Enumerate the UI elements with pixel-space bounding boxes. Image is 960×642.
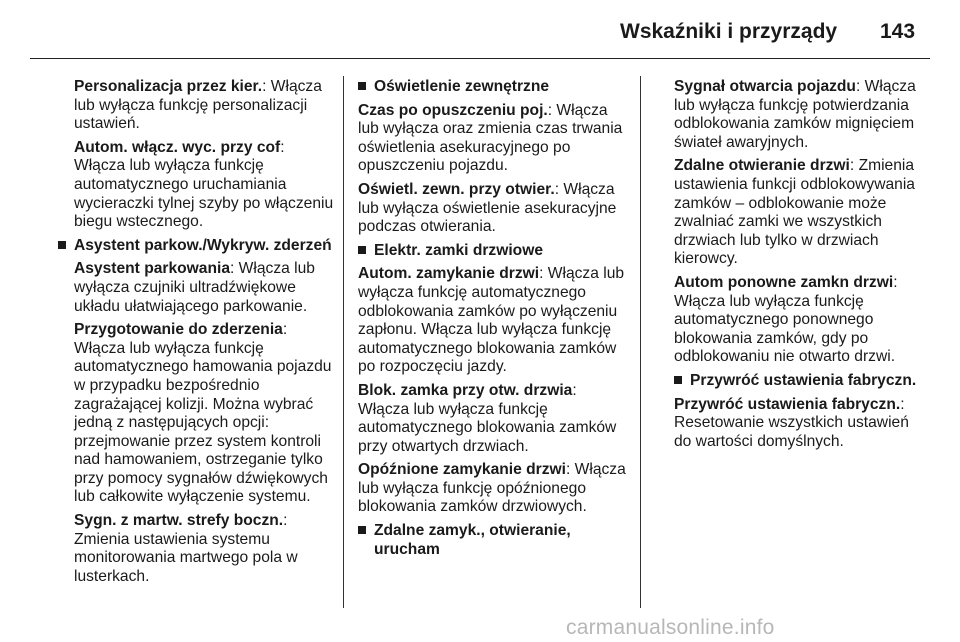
watermark-text[interactable]: carmanualsonline.info	[566, 616, 775, 639]
column-2	[358, 78, 630, 564]
setting-term: Sygn. z martw. strefy boczn.	[74, 512, 284, 530]
setting-term: Oświetl. zewn. przy otwier.	[358, 180, 555, 198]
setting-entry: Sygn. z martw. strefy boczn.: Zmienia ustawienia systemu monitorowania martwego pola w lusterkach.	[74, 512, 298, 585]
header-rule	[30, 58, 930, 59]
setting-description: Włącza lub wyłącza funkcję automatycznego ponownego blokowania zamków, gdy po odblokowaniu nie otwarto drzwi.	[674, 292, 896, 366]
setting-description: Włącza lub wyłącza funkcję automatycznego uruchamiania wycieraczki tylnej szyby po włączeniu biegu wstecznego.	[74, 157, 334, 231]
setting-term: Autom. zamykanie drzwi	[358, 265, 540, 283]
setting-term: Autom. włącz. wyc. przy cof	[74, 138, 281, 156]
section-bullet: Oświetlenie zewnętrzne	[358, 78, 630, 97]
setting-entry: Autom. zamykanie drzwi: Włącza lub wyłącza funkcję automatycznego odblokowania zamków po wyłączeniu zapłonu. Włącza lub wyłącza funkcję automatycznego blokowania zamków po rozpoczęciu jazdy.	[358, 265, 625, 376]
setting-entry: Sygnał otwarcia pojazdu: Włącza lub wyłącza funkcję potwierdzania odblokowania zamków mignięciem świateł awaryjnych.	[674, 78, 916, 151]
column-divider	[640, 76, 641, 608]
setting-description: Włącza lub wyłącza oświetlenie asekuracyjne podczas otwierania.	[358, 180, 617, 236]
section-bullet: Asystent parkow./Wykryw. zderzeń	[58, 237, 336, 256]
setting-entry: Zdalne otwieranie drzwi: Zmienia ustawienia funkcji odblokowywania zamków – odblokowanie może zwalniać zamki we wszystkich drzwiach lub tylko w drzwiach kierowcy.	[674, 157, 915, 268]
setting-entry: Blok. zamka przy otw. drzwia: Włącza lub wyłącza funkcję automatycznego blokowania zamków przy otwartych drzwiach.	[358, 381, 617, 455]
column-divider	[343, 76, 344, 608]
setting-term: Zdalne otwieranie drzwi	[674, 157, 850, 175]
setting-entry: Przywróć ustawienia fabryczn.: Resetowanie wszystkich ustawień do wartości domyślnych.	[674, 395, 909, 450]
setting-description: Włącza lub wyłącza oraz zmienia czas trwania oświetlenia asekuracyjnego po opuszczeniu pojazdu.	[358, 101, 623, 175]
setting-description: Włącza lub wyłącza funkcję automatycznego blokowania zamków przy otwartych drzwiach.	[358, 400, 617, 455]
setting-description: Włącza lub wyłącza czujniki ultradźwiękowe układu ułatwiającego parkowanie.	[74, 260, 315, 315]
setting-entry: Opóźnione zamykanie drzwi: Włącza lub wyłącza funkcję opóźnionego blokowania zamków drzwiowych.	[358, 461, 626, 516]
setting-term: Asystent parkowania	[74, 260, 230, 278]
setting-term: Sygnał otwarcia pojazdu	[674, 78, 856, 95]
setting-entry: Oświetl. zewn. przy otwier.: Włącza lub wyłącza oświetlenie asekuracyjne podczas otwierania.	[358, 180, 617, 236]
setting-term: Czas po opuszczeniu poj.	[358, 101, 548, 119]
section-bullet: Przywróć ustawienia fabryczn.	[674, 372, 930, 391]
setting-description: Włącza lub wyłącza funkcję automatycznego hamowania pojazdu w przypadku bezpośrednio zagrażającej kolizji. Można wybrać jedną z następujących opcji: przejmowanie przez system kontroli nad hamowaniem, ostrzeganie tylko przy pomocy sygnałów dźwiękowych lub całkowite wyłączenie systemu.	[74, 339, 332, 506]
setting-entry: Czas po opuszczeniu poj.: Włącza lub wyłącza oraz zmienia czas trwania oświetlenia asekuracyjnego po opuszczeniu pojazdu.	[358, 101, 623, 175]
column-1	[74, 78, 336, 591]
setting-term: Opóźnione zamykanie drzwi	[358, 461, 566, 479]
setting-entry: Autom. włącz. wyc. przy cof: Włącza lub wyłącza funkcję automatycznego uruchamiania wycieraczki tylnej szyby po włączeniu biegu wstecznego.	[74, 138, 334, 231]
page-header	[0, 0, 960, 58]
column-3	[674, 78, 930, 456]
setting-description: Włącza lub wyłącza funkcję automatycznego odblokowania zamków po wyłączeniu zapłonu. Włącza lub wyłącza funkcję automatycznego blokowania zamków po rozpoczęciu jazdy.	[358, 265, 625, 376]
setting-description: Włącza lub wyłącza funkcję opóźnionego blokowania zamków drzwiowych.	[358, 461, 626, 516]
setting-description: Resetowanie wszystkich ustawień do wartości domyślnych.	[674, 414, 909, 450]
page-number: 143	[880, 20, 916, 43]
setting-term: Blok. zamka przy otw. drzwia	[358, 381, 573, 399]
setting-description: Zmienia ustawienia systemu monitorowania martwego pola w lusterkach.	[74, 530, 298, 585]
section-title: Wskaźniki i przyrządy	[620, 20, 838, 43]
setting-term: Autom ponowne zamkn drzwi	[674, 273, 894, 291]
setting-entry: Asystent parkowania: Włącza lub wyłącza czujniki ultradźwiękowe układu ułatwiającego parkowanie.	[74, 260, 315, 315]
section-bullet: Elektr. zamki drzwiowe	[358, 242, 630, 261]
setting-entry: Autom ponowne zamkn drzwi: Włącza lub wyłącza funkcję automatycznego ponownego blokowania zamków, gdy po odblokowaniu nie otwarto drzwi.	[674, 273, 898, 366]
setting-description: Włącza lub wyłącza funkcję personalizacji ustawień.	[74, 78, 322, 133]
setting-description: Zmienia ustawienia funkcji odblokowywania zamków – odblokowanie może zwalniać zamki we wszystkich drzwiach lub tylko w drzwiach kierowcy.	[674, 157, 915, 268]
setting-description: Włącza lub wyłącza funkcję potwierdzania odblokowania zamków mignięciem świateł awaryjnych.	[674, 78, 916, 151]
section-bullet: Zdalne zamyk., otwieranie, urucham	[358, 522, 630, 559]
setting-term: Przygotowanie do zderzenia	[74, 321, 283, 339]
setting-term: Personalizacja przez kier.	[74, 78, 263, 95]
setting-term: Przywróć ustawienia fabryczn.	[674, 395, 901, 413]
setting-entry: Przygotowanie do zderzenia: Włącza lub wyłącza funkcję automatycznego hamowania pojazdu w przypadku bezpośrednio zagrażającej kolizji. Można wybrać jedną z następujących opcji: przejmowanie przez system kontroli nad hamowaniem, ostrzeganie tylko przy pomocy sygnałów dźwiękowych lub całkowite wyłączenie systemu.	[74, 321, 332, 506]
setting-entry: Personalizacja przez kier.: Włącza lub wyłącza funkcję personalizacji ustawień.	[74, 78, 322, 133]
